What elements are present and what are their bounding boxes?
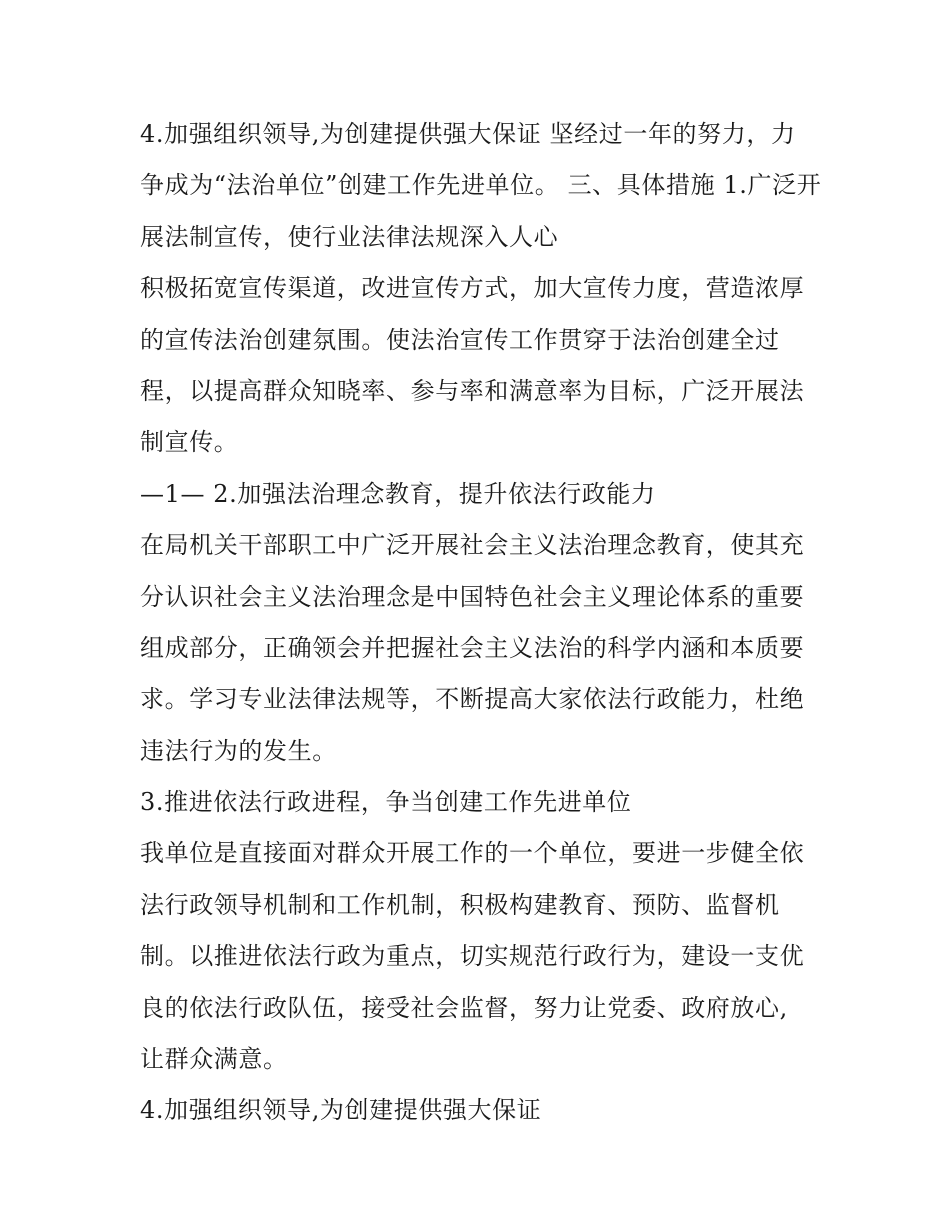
text-line: 制宣传。 xyxy=(140,428,239,457)
text-line: 法行政领导机制和工作机制，积极构建教育、预防、监督机 xyxy=(140,890,780,919)
document-body xyxy=(140,109,820,1137)
text-line: 在局机关干部职工中广泛开展社会主义法治理念教育，使其充 xyxy=(140,531,805,560)
text-line: 违法行为的发生。 xyxy=(140,736,337,765)
text-line: 分认识社会主义法治理念是中国特色社会主义理论体系的重要 xyxy=(140,582,805,611)
text-line: 争成为“法治单位”创建工作先进单位。 三、具体措施 1.广泛开 xyxy=(140,171,822,200)
text-line: 良的依法行政队伍，接受社会监督，努力让党委、政府放心, xyxy=(140,993,788,1022)
text-line: 4.加强组织领导,为创建提供强大保证 坚经过一年的努力，力 xyxy=(140,120,796,148)
text-line: —1— 2.加强法治理念教育，提升依法行政能力 xyxy=(140,479,656,508)
text-line: 求。学习专业法律法规等，不断提高大家依法行政能力，杜绝 xyxy=(140,685,805,714)
text-line: 3.推进依法行政进程，争当创建工作先进单位 xyxy=(140,788,632,817)
text-line: 制。以推进依法行政为重点，切实规范行政行为，建设一支优 xyxy=(140,942,805,971)
text-line: 的宣传法治创建氛围。使法治宣传工作贯穿于法治创建全过 xyxy=(140,325,780,354)
text-line: 我单位是直接面对群众开展工作的一个单位，要进一步健全依 xyxy=(140,839,805,868)
text-line: 积极拓宽宣传渠道，改进宣传方式，加大宣传力度，营造浓厚 xyxy=(140,274,805,303)
text-line: 程，以提高群众知晓率、参与率和满意率为目标，广泛开展法 xyxy=(140,376,805,405)
text-line: 展法制宣传，使行业法律法规深入人心 xyxy=(140,222,559,251)
text-line: 4.加强组织领导,为创建提供强大保证 xyxy=(140,1096,542,1125)
text-line: 组成部分，正确领会并把握社会主义法治的科学内涵和本质要 xyxy=(140,633,805,662)
text-line: 让群众满意。 xyxy=(140,1045,288,1074)
